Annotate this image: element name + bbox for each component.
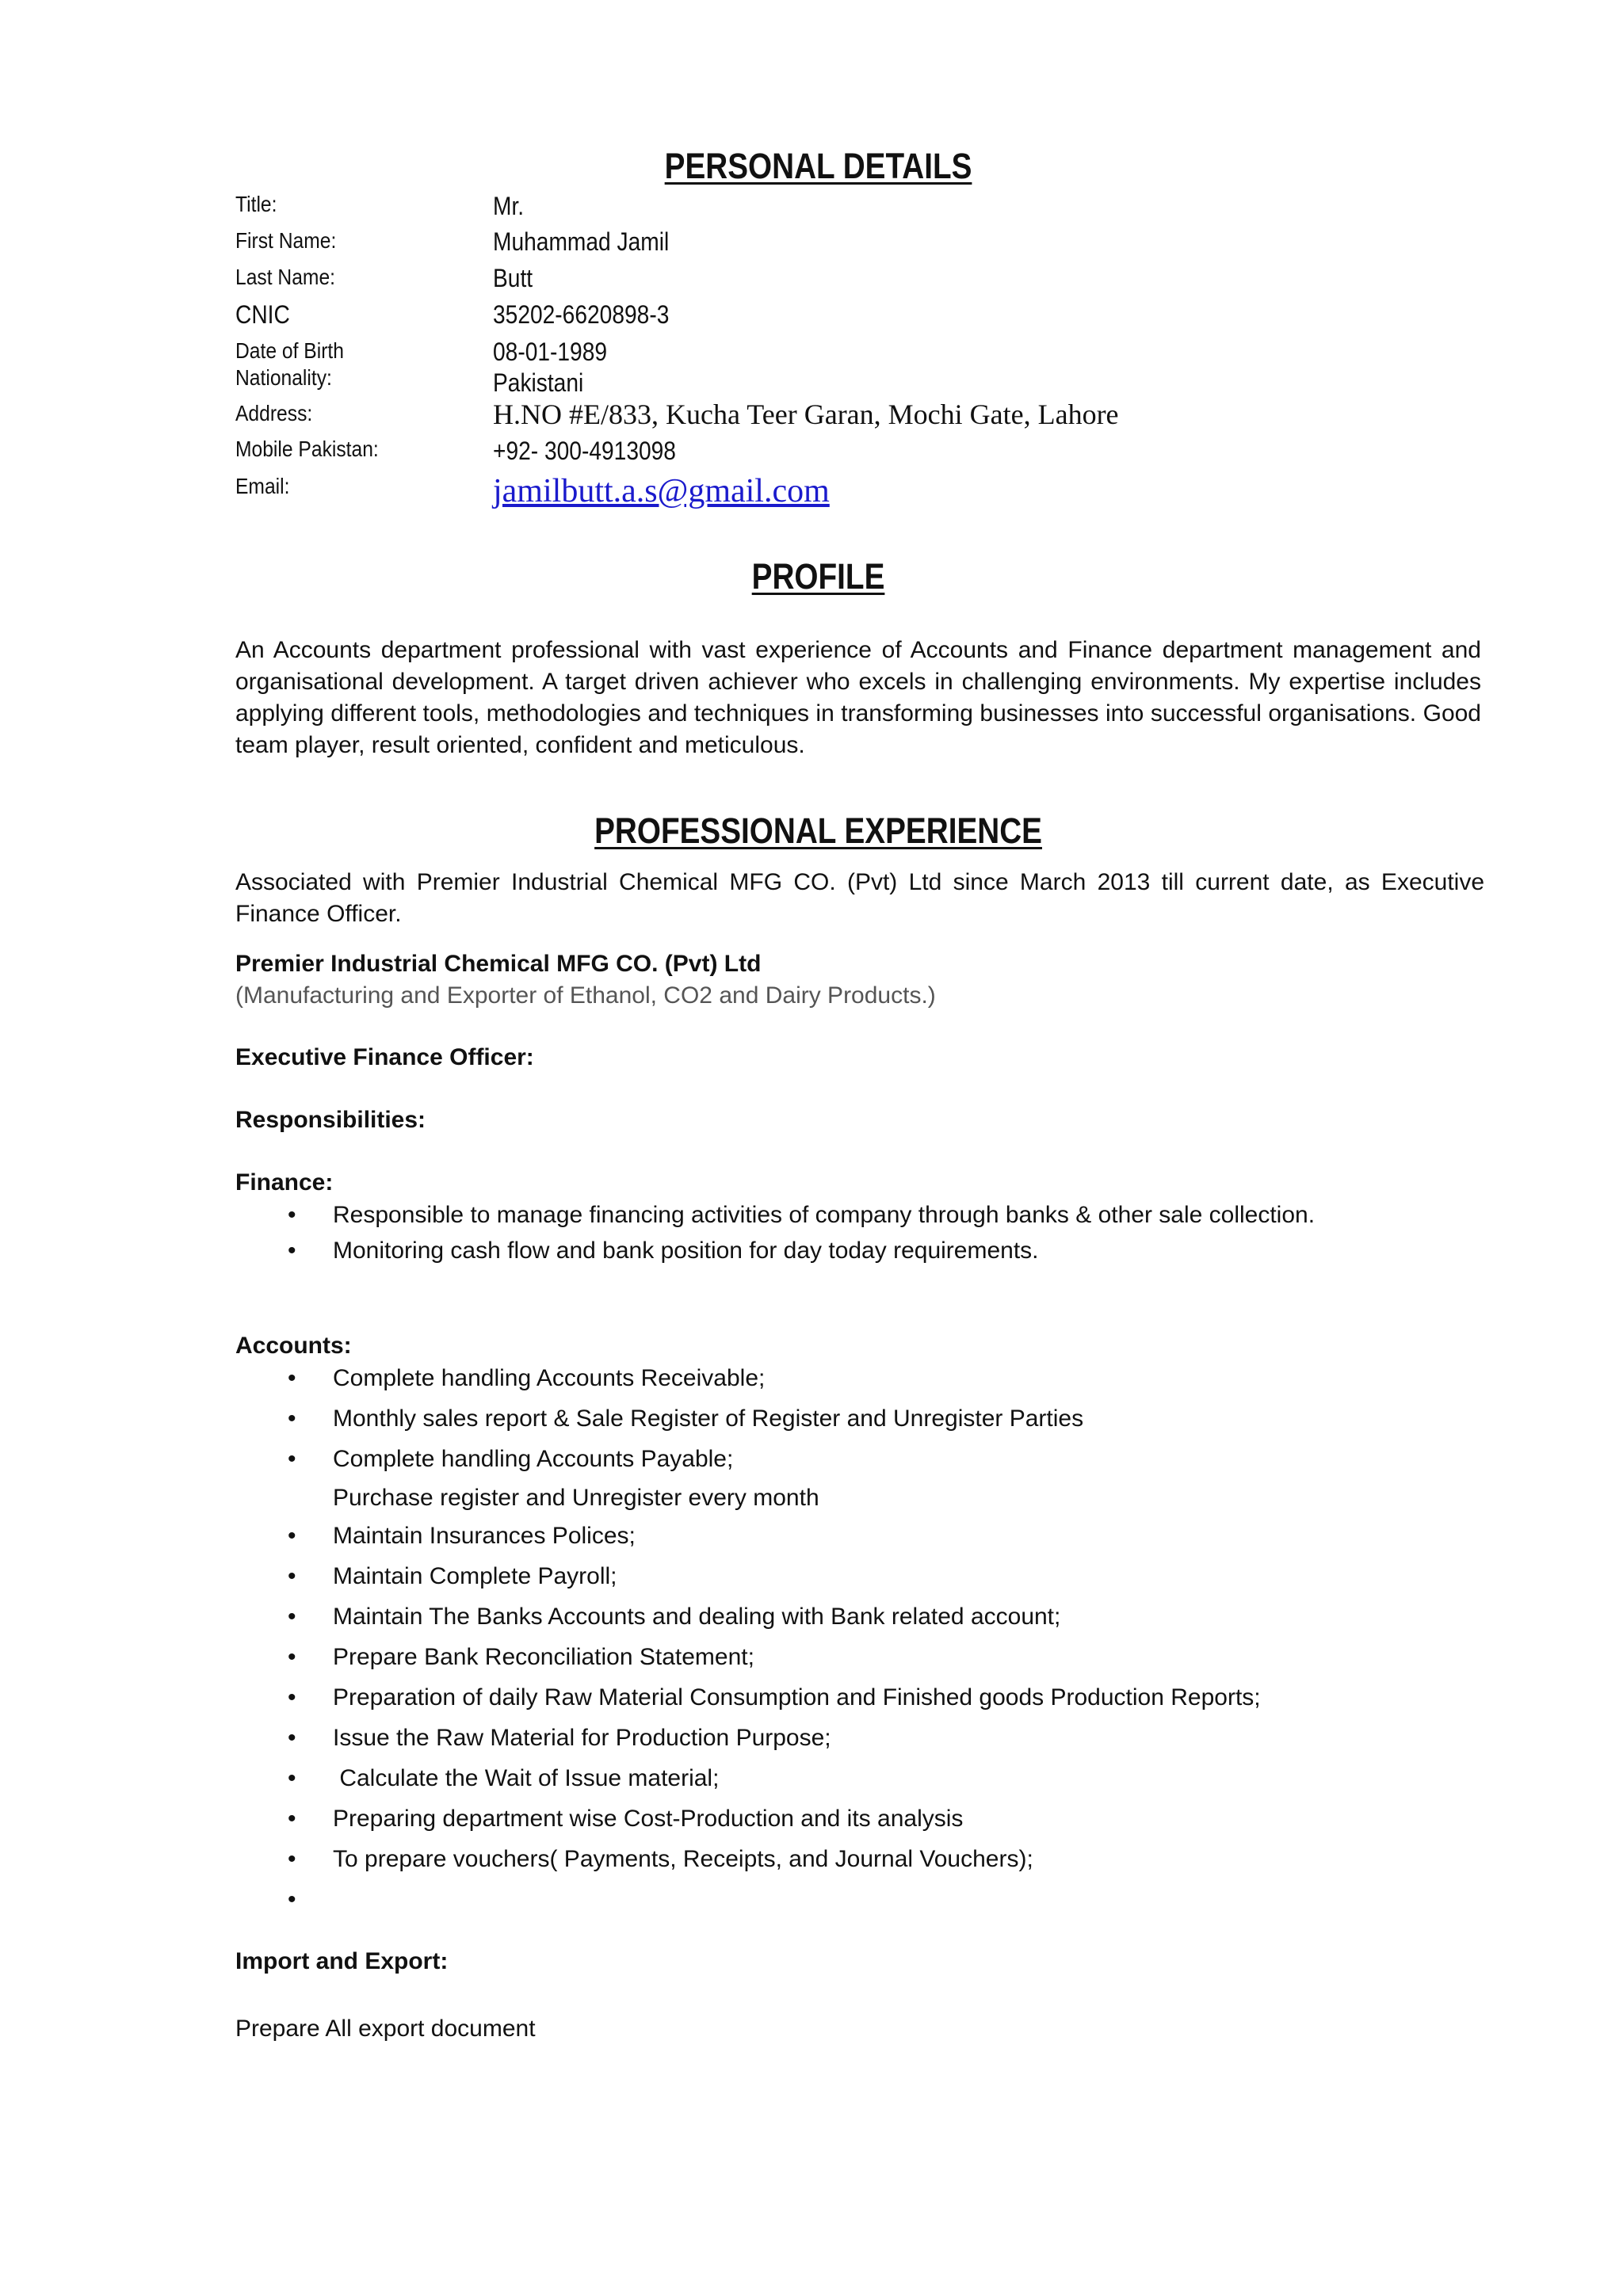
bullet-icon: • <box>288 1238 296 1264</box>
bullet-icon: • <box>288 1725 296 1751</box>
bullet-icon: • <box>288 1365 296 1391</box>
accounts-item-text: To prepare vouchers( Payments, Receipts, and Journal Vouchers); <box>333 1846 1033 1872</box>
accounts-heading: Accounts: <box>235 1333 352 1359</box>
accounts-item-text: Complete handling Accounts Payable; <box>333 1446 734 1472</box>
cnic-value: 35202-6620898-3 <box>493 300 670 329</box>
accounts-item-text: Preparation of daily Raw Material Consumption and Finished goods Production Reports; <box>333 1684 1261 1711</box>
bullet-icon: • <box>288 1684 296 1711</box>
bullet-icon: • <box>288 1846 296 1872</box>
experience-intro: Associated with Premier Industrial Chemical MFG CO. (Pvt) Ltd since March 2013 till current date, as Executive Finance Officer. <box>235 869 1484 927</box>
cnic-label: CNIC <box>235 300 290 329</box>
finance-item-text: Responsible to manage financing activities of company through banks & other sale collection. <box>333 1202 1316 1228</box>
bullet-icon: • <box>288 1644 296 1670</box>
address-label: Address: <box>235 401 313 425</box>
last-name-value: Butt <box>493 264 533 292</box>
bullet-icon: • <box>288 1604 296 1630</box>
accounts-item-text: Complete handling Accounts Receivable; <box>333 1365 766 1391</box>
bullet-icon: • <box>288 1405 296 1432</box>
profile-paragraph: An Accounts department professional with vast experience of Accounts and Finance department management and organisational development. A target driven achiever who excels in challenging environments. My expertise includes applying different tools, methodologies and techniques in transforming businesses into successful organisations. Good team player, result oriented, confident and meticulous. <box>235 637 1481 758</box>
first-name-label: First Name: <box>235 228 337 253</box>
accounts-item-text: Prepare Bank Reconciliation Statement; <box>333 1644 754 1670</box>
dob-value: 08-01-1989 <box>493 338 608 366</box>
responsibilities-heading: Responsibilities: <box>235 1107 426 1133</box>
nationality-label: Nationality: <box>235 365 332 390</box>
bullet-icon: • <box>288 1806 296 1832</box>
finance-item-text: Monitoring cash flow and bank position for day today requirements. <box>333 1238 1039 1264</box>
title-label: Title: <box>235 192 277 216</box>
mobile-value: +92- 300-4913098 <box>493 437 676 465</box>
address-value: H.NO #E/833, Kucha Teer Garan, Mochi Gate, Lahore <box>493 399 1119 430</box>
bullet-icon: • <box>288 1765 296 1791</box>
mobile-label: Mobile Pakistan: <box>235 437 379 461</box>
accounts-continuation-text: Purchase register and Unregister every month <box>333 1485 819 1511</box>
accounts-item-text: Monthly sales report & Sale Register of Register and Unregister Parties <box>333 1405 1084 1432</box>
last-name-label: Last Name: <box>235 265 335 289</box>
personal-details-heading: PERSONAL DETAILS <box>664 146 972 186</box>
company-description: (Manufacturing and Exporter of Ethanol, CO2 and Dairy Products.) <box>235 982 936 1009</box>
bullet-icon: • <box>288 1523 296 1549</box>
bullet-icon: • <box>288 1202 296 1228</box>
accounts-item-text: Issue the Raw Material for Production Purpose; <box>333 1725 831 1751</box>
position-title: Executive Finance Officer: <box>235 1044 534 1070</box>
accounts-item-text: Maintain The Banks Accounts and dealing with Bank related account; <box>333 1604 1061 1630</box>
accounts-item-text: Calculate the Wait of Issue material; <box>333 1765 720 1791</box>
email-link[interactable]: jamilbutt.a.s@gmail.com <box>493 473 830 509</box>
nationality-value: Pakistani <box>493 368 584 397</box>
profile-heading: PROFILE <box>751 556 885 597</box>
experience-heading: PROFESSIONAL EXPERIENCE <box>594 810 1042 851</box>
title-value: Mr. <box>493 192 525 220</box>
dob-label: Date of Birth <box>235 338 344 363</box>
finance-heading: Finance: <box>235 1169 334 1196</box>
import-export-text: Prepare All export document <box>235 2016 536 2042</box>
email-label: Email: <box>235 474 290 498</box>
bullet-icon: • <box>288 1886 296 1913</box>
bullet-icon: • <box>288 1446 296 1472</box>
accounts-item-text: Maintain Insurances Polices; <box>333 1523 636 1549</box>
import-export-heading: Import and Export: <box>235 1948 449 1974</box>
accounts-item-text: Preparing department wise Cost-Production and its analysis <box>333 1806 964 1832</box>
company-name: Premier Industrial Chemical MFG CO. (Pvt) Ltd <box>235 951 762 977</box>
bullet-icon: • <box>288 1563 296 1589</box>
first-name-value: Muhammad Jamil <box>493 227 670 256</box>
accounts-item-text: Maintain Complete Payroll; <box>333 1563 617 1589</box>
